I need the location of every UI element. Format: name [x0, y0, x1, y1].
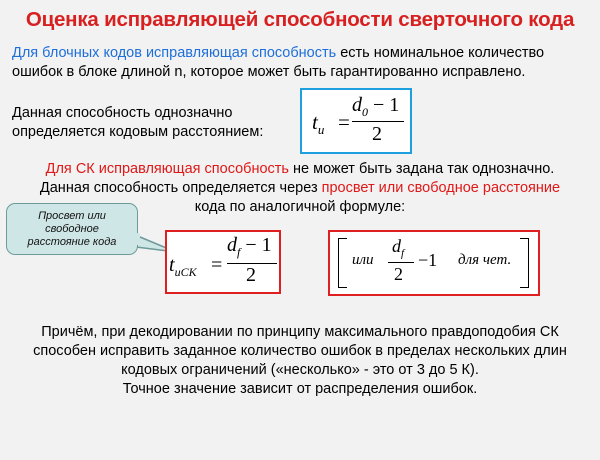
sk-line2-start: Данная способность определяется через [39, 180, 322, 196]
sk-line2-highlight: просвет или свободное расстояние [321, 180, 561, 196]
formula-fraction-line [352, 121, 404, 122]
callout-line3: расстояние кода [27, 236, 117, 248]
sk-formula-lhs: $t_{иСК}$ [169, 254, 197, 279]
distance-paragraph [12, 104, 263, 142]
sk-highlight: Для СК исправляющая способность [45, 161, 289, 177]
formula-eq: = [338, 110, 350, 134]
block-codes-rest-line1: есть номинальное количество [336, 45, 545, 61]
block-code-formula-box [300, 88, 412, 154]
even-formula-numerator: $d_f$ [392, 236, 405, 260]
distance-line2: определяется кодовым расстоянием: [12, 124, 264, 140]
sk-formula-box [165, 230, 281, 294]
block-codes-paragraph [12, 44, 544, 82]
sk-formula-eq: = [211, 254, 223, 276]
sk-formula-denominator: 2 [246, 264, 256, 286]
distance-line1: Данная способность однозначно [12, 105, 233, 121]
sk-formula-numerator: $d_f - 1$ [227, 234, 272, 259]
left-bracket [338, 238, 347, 288]
even-formula-box [328, 230, 540, 296]
callout-line2: свободное [45, 223, 99, 235]
even-formula-fraction-line [388, 262, 414, 263]
even-formula-minus-one: −1 [418, 250, 438, 270]
sk-rest-line1: не может быть задана так однозначно. [289, 161, 555, 177]
conclusion-line1: Причём, при декодировании по принципу максимального правдоподобия СК [41, 324, 559, 340]
free-distance-callout [6, 203, 138, 255]
even-formula-ili: или [352, 252, 374, 268]
conclusion-paragraph [0, 323, 600, 399]
conclusion-line4: Точное значение зависит от распределения ошибок. [122, 381, 478, 397]
even-formula-even: для чет. [458, 252, 512, 268]
conclusion-line3: кодовых ограничений («несколько» - это от 3 до 5 К). [121, 362, 479, 378]
formula-lhs: $t_и$ [312, 110, 325, 138]
conclusion-line2: способен исправить заданное количество ошибок в пределах нескольких длин [33, 343, 567, 359]
sk-line3: кода по аналогичной формуле: [194, 199, 406, 215]
block-codes-highlight: Для блочных кодов исправляющая способность [12, 45, 337, 61]
slide-title: Оценка исправляющей способности сверточного кода [25, 8, 575, 31]
formula-numerator: $d_0 - 1$ [352, 94, 400, 119]
even-formula-denominator: 2 [394, 264, 403, 284]
block-codes-line2: ошибок в блоке длиной n, которое может быть гарантированно исправлено. [12, 64, 526, 80]
right-bracket [520, 238, 529, 288]
formula-denominator: 2 [372, 123, 382, 145]
callout-joint [134, 233, 140, 245]
callout-line1: Просвет или [38, 210, 106, 222]
